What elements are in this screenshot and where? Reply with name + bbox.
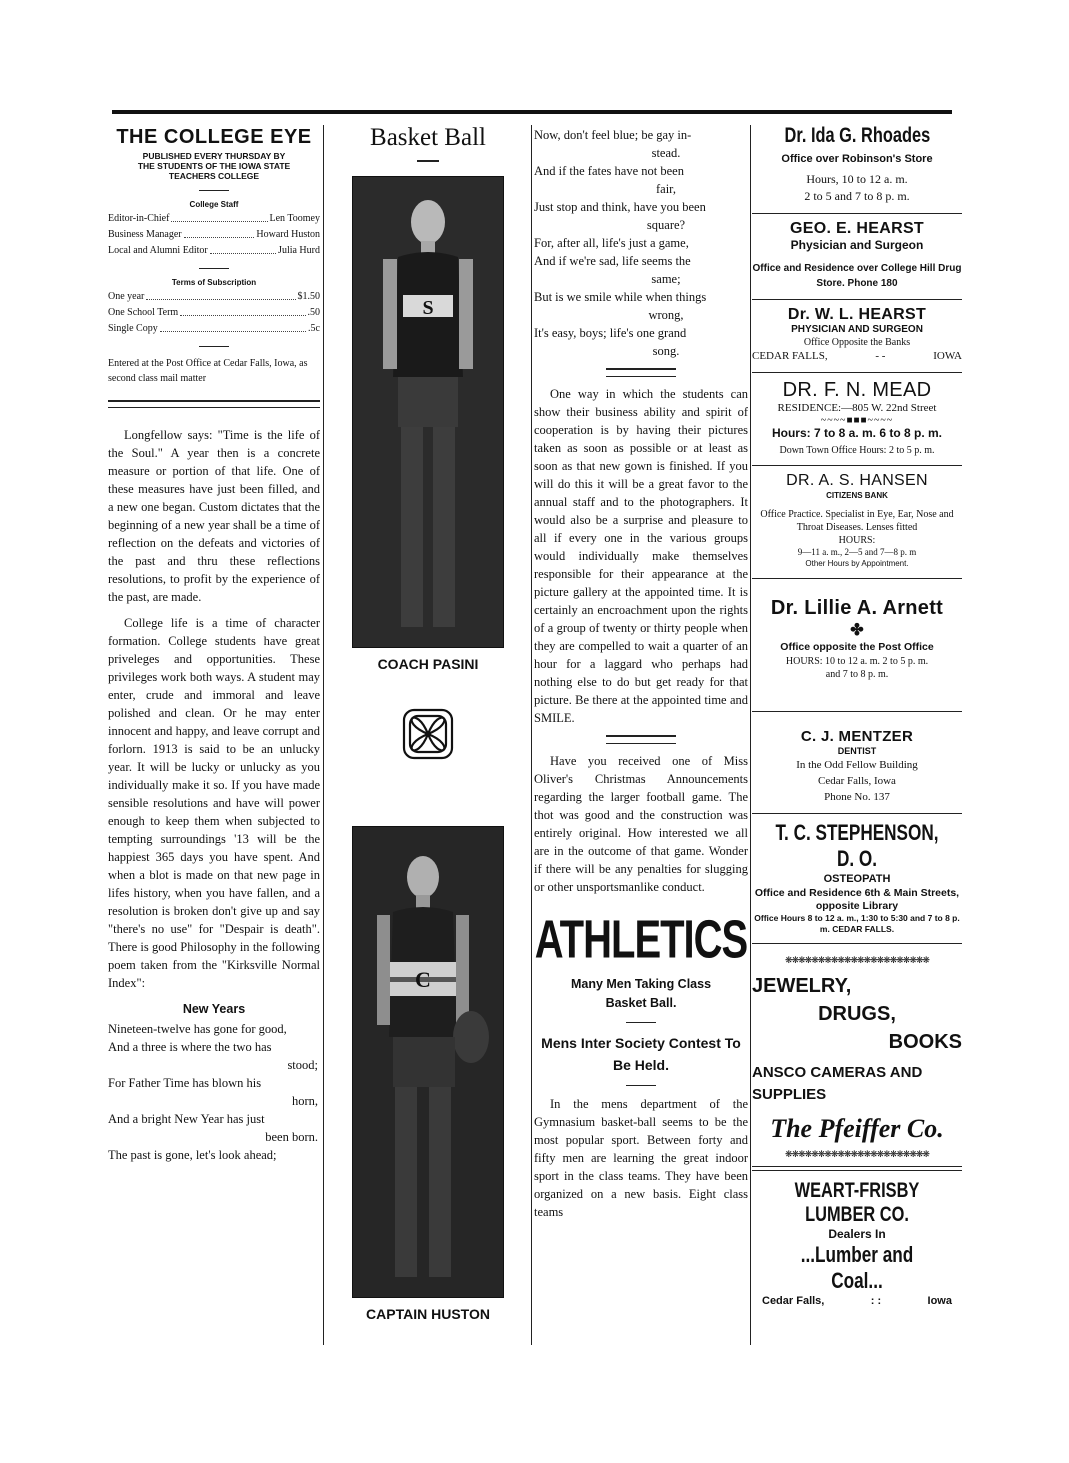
ad-phone: Phone No. 137 — [824, 791, 890, 803]
captain-photo — [352, 826, 504, 1298]
terms-price: .50 — [307, 307, 320, 318]
ad-rhoades — [752, 118, 962, 214]
ad-other-hours: Other Hours by Appointment. — [805, 559, 909, 568]
terms-price: $1.50 — [297, 291, 320, 302]
decorative-border: ❋❋❋❋❋❋❋❋❋❋❋❋❋❋❋❋❋❋❋❋❋❋ — [785, 1150, 929, 1160]
ad-hours-label: HOURS: — [838, 535, 876, 546]
staff-name: Julia Hurd — [278, 245, 320, 256]
editorial-paragraph: Longfellow says: "Time is the life of the Soul." A year then is a concrete measure or portion of that life. One of these measures have just been filled, and a new one began. Custom dictates that the beginning of a new year shall be a time of reflection on the defeats and victories of the past and thru these reflections resolutions, to profit by the experience of the past, are made. — [108, 428, 320, 604]
column-rule — [750, 125, 751, 1345]
ad-weart-frisby — [752, 1166, 962, 1309]
ad-city: CEDAR FALLS, — [752, 350, 828, 362]
athletics-subhead: Mens Inter Society Contest To Be Held. — [541, 1035, 741, 1073]
poem-line: wrong, — [648, 308, 684, 322]
column-masthead-editorial — [108, 118, 320, 1164]
ad-mead — [752, 373, 962, 466]
ad-name: C. J. MENTZER — [800, 728, 914, 745]
ad-hours: Hours: 7 to 8 a. m. 6 to 8 p. m. — [771, 426, 943, 440]
ad-state: Iowa — [927, 1295, 952, 1307]
ad-city: Cedar Falls, — [762, 1295, 825, 1307]
terms-row — [108, 321, 320, 337]
ad-goods: ...Lumber and Coal... — [800, 1242, 914, 1293]
ad-line: ANSCO CAMERAS AND — [752, 1064, 923, 1081]
ad-office: Office opposite the Post Office — [780, 641, 934, 653]
coach-caption: COACH PASINI — [377, 656, 479, 672]
poem-line: fair, — [656, 182, 676, 196]
divider — [626, 1022, 656, 1023]
ad-address — [752, 349, 962, 364]
masthead-line: TEACHERS COLLEGE — [168, 171, 260, 181]
poem-line: And a three is where the two has — [108, 1040, 272, 1054]
poem — [108, 1020, 320, 1164]
masthead-subtitle — [108, 151, 320, 181]
decorative-border: ❋❋❋❋❋❋❋❋❋❋❋❋❋❋❋❋❋❋❋❋❋❋ — [785, 956, 929, 966]
terms-heading: Terms of Subscription — [171, 278, 257, 287]
ad-office: Office over Robinson's Store — [781, 153, 933, 165]
column-basketball — [328, 118, 528, 1322]
staff-role: Local and Alumni Editor — [108, 245, 208, 256]
staff-role: Business Manager — [108, 229, 182, 240]
poem-line: But is we smile while when things — [534, 290, 707, 304]
column-rule — [323, 125, 324, 1345]
ad-practice: Office Practice. Specialist in Eye, Ear, Nose and Throat Diseases. Lenses fitted — [760, 509, 954, 533]
poem-line: And a bright New Year has just — [108, 1112, 265, 1126]
ad-name: DR. A. S. HANSEN — [786, 472, 928, 489]
column-rule — [531, 125, 532, 1345]
staff-row — [108, 243, 320, 259]
ad-building: In the Odd Fellow Building — [796, 759, 918, 771]
editorial-paragraph: College life is a time of character formation. College students have great priveleges and opportunities. These privileges work both ways. A student may enter, crude and immoral and leave polished and clean. Or he may enter innocent and happy, and leave corrupt and forlorn. 1913 is said to be an unlucky year. It will be lucky or unlucky as you individually make it so. If you have made sensible resolutions and have will power enough to keep them when subjected to tempting surroundings '13 will be the happiest 365 days you have spent. And when a blot is made on that new page in lifes history, when you have fallen, and a resolution is broken don't give up and say "there's no use" for "Despair is death". There is good Philosophy in the following poem taken from the "Kirksville Normal Index": — [108, 616, 320, 990]
ad-hours: Office Hours 8 to 12 a. m., 1:30 to 5:30 and 7 to 8 p. m. CEDAR FALLS. — [754, 913, 960, 934]
ad-title: OSTEOPATH — [823, 873, 891, 885]
poem-title: New Years — [182, 1002, 246, 1016]
ad-arnett — [752, 579, 962, 712]
ad-separator: - - — [875, 350, 886, 362]
ad-name: The Pfeiffer Co. — [770, 1114, 944, 1143]
ad-hours: HOURS: 10 to 12 a. m. 2 to 5 p. m. — [785, 656, 929, 667]
coach-photo — [352, 176, 504, 648]
ad-state: IOWA — [933, 350, 962, 362]
ad-hours: Hours, 10 to 12 a. m. — [806, 172, 908, 186]
ad-dealers: Dealers In — [828, 1227, 886, 1241]
ad-line: BOOKS — [888, 1031, 962, 1053]
column-advertisements — [752, 118, 962, 1309]
ad-hours: 9—11 a. m., 2—5 and 7—8 p. m — [797, 547, 917, 557]
ad-title: Physician and Surgeon — [790, 238, 924, 252]
athletics-subhead: Many Men Taking Class Basket Ball. — [570, 977, 712, 1010]
ad-name: WEART-FRISBY LUMBER CO. — [794, 1179, 920, 1226]
ad-hours: 2 to 5 and 7 to 8 p. m. — [804, 189, 910, 203]
double-rule — [752, 1166, 962, 1171]
terms-row — [108, 305, 320, 321]
ad-hours: and 7 to 8 p. m. — [825, 669, 889, 680]
terms-row — [108, 289, 320, 305]
decorative-scroll-icon: ✤ — [850, 622, 864, 639]
ad-name: Dr. Lillie A. Arnett — [770, 597, 944, 619]
poem-line: same; — [651, 272, 681, 286]
ad-address — [752, 1294, 962, 1309]
staff-role: Editor-in-Chief — [108, 213, 170, 224]
ad-stephenson — [752, 814, 962, 944]
ad-name: GEO. E. HEARST — [790, 220, 924, 237]
poem-line: For Father Time has blown his — [108, 1076, 262, 1090]
christmas-article: Have you received one of Miss Oliver's Christmas Announcements regarding the larger football game. The thot was good and the construction was entirely original. How interested we all are in the outcome of that game. Wonder if there will be any penalties for slugging or other unsportsmanlike conduct. — [534, 754, 748, 894]
ad-line: DRUGS, — [818, 1003, 896, 1025]
ad-name: Dr. W. L. HEARST — [787, 306, 927, 323]
ad-title: PHYSICIAN AND SURGEON — [791, 324, 923, 335]
postal-notice: Entered at the Post Office at Cedar Falls, Iowa, as second class mail matter — [108, 358, 308, 384]
section-rule — [606, 735, 676, 744]
ad-office: Office and Residence 6th & Main Streets, opposite Library — [754, 887, 960, 912]
poem-line: And if the fates have not been — [534, 164, 684, 178]
divider — [199, 190, 229, 191]
poem-line: square? — [646, 218, 686, 232]
poem-line: stead. — [651, 146, 681, 160]
terms-list — [108, 289, 320, 337]
divider — [199, 268, 229, 269]
ad-city: Cedar Falls, Iowa — [818, 775, 896, 787]
terms-item: One School Term — [108, 307, 179, 318]
poem-line: For, after all, life's just a game, — [534, 236, 689, 250]
captain-caption: CAPTAIN HUSTON — [366, 1306, 490, 1322]
poem-line: Now, don't feel blue; be gay in- — [534, 128, 692, 142]
divider — [199, 346, 229, 347]
column-articles — [534, 118, 748, 1221]
pictures-article: One way in which the students can show their business ability and spirit of cooperation is by having their pictures taken as soon as possible or at least as soon as that new gown is finished. If you will do this it will be a great favor to the annual staff and to the photographers. It would also be a surprise and pleasure to all if every one in the various groups would individually make themselves responsible for their appearance at the picture gallery at the appointed time. It is certainly an encroachment upon the rights of a group of twenty or thirty people when they are compelled to wait a quarter of an hour for a laggard who perhaps had nothing else to do but get ready for that picture. Be there at the appointed time and SMILE. — [534, 387, 748, 725]
staff-name: Len Toomey — [269, 213, 320, 224]
staff-row — [108, 227, 320, 243]
staff-heading: College Staff — [189, 200, 239, 209]
ad-name: DR. F. N. MEAD — [782, 379, 932, 401]
ad-office: Office and Residence over College Hill Drug Store. Phone 180 — [752, 263, 962, 289]
decorative-ornament-icon — [396, 702, 460, 766]
ad-pfeiffer — [752, 944, 962, 1160]
poem-line: been born. — [265, 1130, 318, 1144]
staff-name: Howard Huston — [256, 229, 320, 240]
ad-hansen — [752, 466, 962, 579]
captain-figure — [353, 827, 503, 1297]
masthead-title: THE COLLEGE EYE — [116, 126, 312, 148]
jersey-letter: S — [422, 297, 434, 319]
poem-line: Nineteen-twelve has gone for good, — [108, 1022, 287, 1036]
ad-mentzer — [752, 712, 962, 814]
masthead-line: THE STUDENTS OF THE IOWA STATE — [137, 161, 291, 171]
double-rule — [108, 400, 320, 408]
ad-downtown: Down Town Office Hours: 2 to 5 p. m. — [779, 445, 935, 456]
ad-bank: CITIZENS BANK — [826, 491, 888, 500]
coach-figure — [353, 177, 503, 647]
ad-line: JEWELRY, — [752, 975, 852, 997]
decorative-flourish-icon: ~~~~■■■~~~~ — [820, 415, 894, 426]
section-rule — [606, 368, 676, 377]
terms-item: One year — [108, 291, 145, 302]
ad-office: Office Opposite the Banks — [803, 337, 911, 348]
ad-wl-hearst — [752, 300, 962, 373]
ad-name: Dr. Ida G. Rhoades — [784, 124, 930, 147]
poem-continued — [534, 126, 748, 360]
staff-list — [108, 211, 320, 259]
poem-line: And if we're sad, life seems the — [534, 254, 691, 268]
ad-line: SUPPLIES — [752, 1086, 827, 1103]
poem-line: The past is gone, let's look ahead; — [108, 1148, 277, 1162]
jersey-letter: C — [415, 967, 431, 992]
basketball-title: Basket Ball — [370, 124, 486, 151]
poem-line: horn, — [291, 1094, 318, 1108]
athletics-article: In the mens department of the Gymnasium basket-ball seems to be the most popular sport. Between forty and fifty men are learning the great indoor sport in the class teams. They have been organized on a new basis. Eight class teams — [534, 1097, 748, 1219]
poem-line: Just stop and think, have you been — [534, 200, 706, 214]
top-rule — [112, 110, 952, 114]
ad-separator: : : — [870, 1295, 882, 1307]
terms-item: Single Copy — [108, 323, 158, 334]
title-dash — [417, 160, 439, 162]
poem-line: It's easy, boys; life's one grand — [534, 326, 687, 340]
ad-residence: RESIDENCE:—805 W. 22nd Street — [777, 402, 937, 414]
ad-geo-hearst — [752, 214, 962, 300]
divider — [626, 1085, 656, 1086]
terms-price: .5c — [308, 323, 320, 334]
masthead-line: PUBLISHED EVERY THURSDAY BY — [142, 151, 286, 161]
ad-title: DENTIST — [837, 746, 877, 756]
ad-name: T. C. STEPHENSON, D. O. — [775, 820, 939, 871]
poem-line: song. — [652, 344, 680, 358]
athletics-headline: ATHLETICS — [534, 910, 748, 970]
staff-row — [108, 211, 320, 227]
poem-line: stood; — [287, 1058, 318, 1072]
